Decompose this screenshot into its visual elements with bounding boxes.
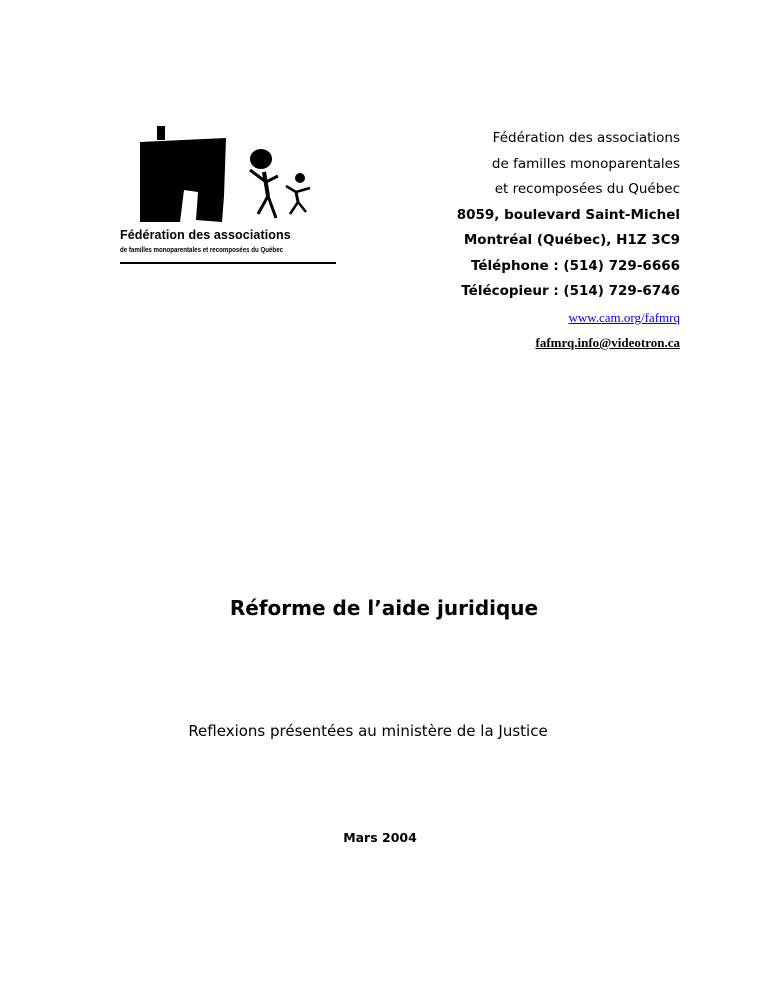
website-link[interactable]: www.cam.org/fafmrq bbox=[568, 309, 680, 325]
email-link[interactable]: fafmrq.info@videotron.ca bbox=[535, 335, 680, 350]
logo-organization-subtitle: de familles monoparentales et recomposées du Québec bbox=[120, 245, 284, 254]
address-line-org-3: et recomposées du Québec bbox=[494, 181, 680, 197]
phone-number: Téléphone : (514) 729-6666 bbox=[470, 257, 680, 274]
address-line-org-2: de familles monoparentales bbox=[491, 155, 680, 172]
address-line-city: Montréal (Québec), H1Z 3C9 bbox=[463, 232, 680, 248]
address-line-org-1: Fédération des associations bbox=[492, 130, 680, 146]
address-line-street: 8059, boulevard Saint-Michel bbox=[456, 206, 680, 223]
logo-underline bbox=[120, 262, 336, 264]
document-date: Mars 2004 bbox=[343, 830, 417, 845]
address-block bbox=[360, 126, 680, 356]
fax-number: Télécopieur : (514) 729-6746 bbox=[461, 283, 680, 299]
document-title: Réforme de l’aide juridique bbox=[229, 596, 539, 620]
organization-logo bbox=[118, 126, 338, 266]
document-subtitle: Reflexions présentées au ministère de la Justice bbox=[188, 722, 548, 740]
logo-organization-name: Fédération des associations bbox=[120, 228, 291, 242]
